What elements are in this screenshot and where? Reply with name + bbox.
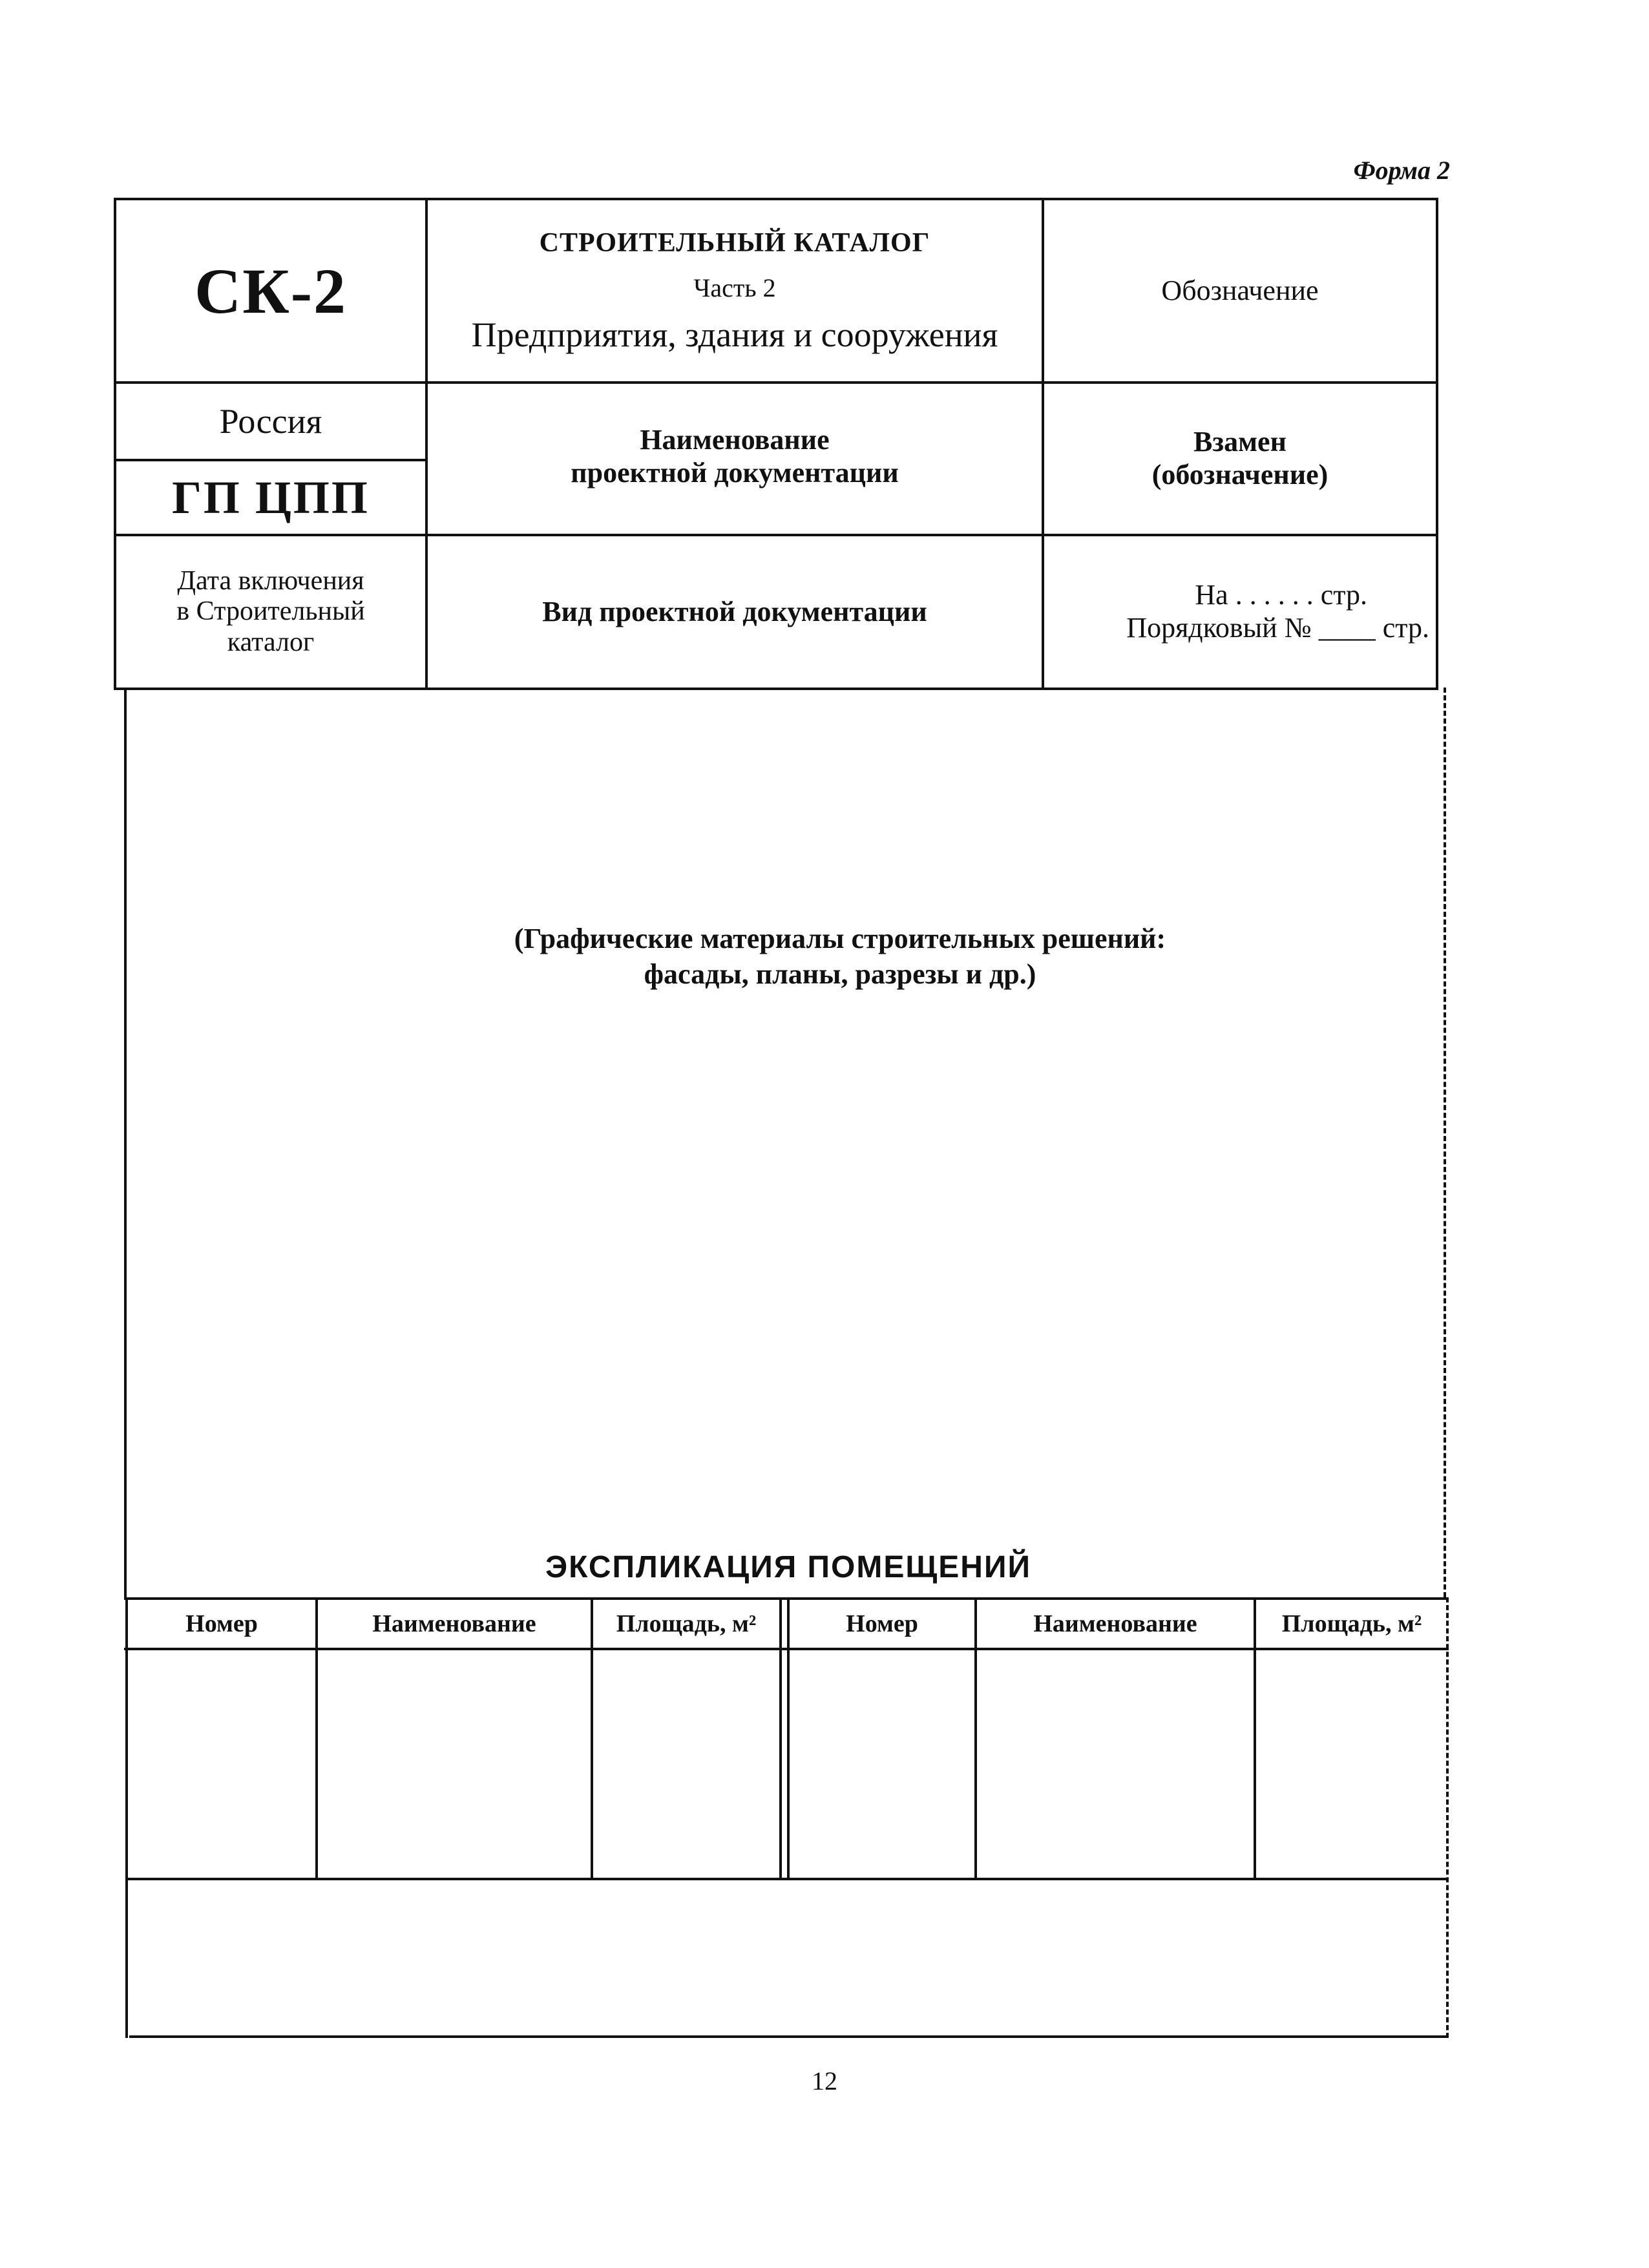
serial-number: Порядковый № ____ стр. — [1126, 612, 1429, 644]
catalog-subtitle: Предприятия, здания и сооружения — [471, 315, 998, 354]
form-label: Форма 2 — [1353, 156, 1450, 185]
explication-title: ЭКСПЛИКАЦИЯ ПОМЕЩЕНИЙ — [545, 1549, 1031, 1584]
date-line2: в Строительный — [176, 596, 365, 627]
page-number: 12 — [812, 2066, 837, 2095]
column-header: Площадь, м² — [616, 1610, 757, 1637]
header-number-1 — [128, 1600, 315, 1648]
catalog-code-cell — [116, 200, 425, 381]
catalog-part: Часть 2 — [693, 273, 776, 302]
country-cell — [116, 384, 425, 459]
catalog-code: СК-2 — [194, 255, 348, 327]
replace-cell — [1044, 384, 1436, 534]
designation-label: Обозначение — [1161, 274, 1319, 306]
column-header: Площадь, м² — [1281, 1610, 1422, 1637]
catalog-title-cell — [428, 200, 1042, 381]
header-area-1 — [593, 1600, 779, 1648]
header-area-2 — [1256, 1600, 1447, 1648]
pages-count: На . . . . . . стр. — [1195, 579, 1367, 611]
doc-name-line1: Наименование — [640, 424, 830, 456]
doc-name-line2: проектной документации — [571, 456, 899, 488]
replace-line2: (обозначение) — [1151, 459, 1329, 490]
header-number-2 — [790, 1600, 974, 1648]
organization-label: ГП ЦПП — [172, 471, 370, 523]
catalog-title: СТРОИТЕЛЬНЫЙ КАТАЛОГ — [539, 227, 930, 258]
column-header: Наименование — [372, 1610, 536, 1637]
doc-type-label: Вид проектной документации — [542, 595, 927, 627]
page-number-cell — [728, 2061, 921, 2100]
graphic-placeholder — [388, 911, 1292, 1002]
date-line3: каталог — [227, 627, 315, 657]
date-line1: Дата включения — [177, 566, 364, 596]
header-name-2 — [977, 1600, 1254, 1648]
pages-cell — [1044, 536, 1436, 688]
doc-type-cell — [428, 536, 1042, 688]
column-header: Наименование — [1033, 1610, 1197, 1637]
graphic-placeholder-line2: фасады, планы, разрезы и др.) — [644, 958, 1036, 990]
replace-line1: Взамен — [1193, 426, 1287, 458]
graphic-placeholder-line1: (Графические материалы строительных решений: — [514, 923, 1166, 954]
column-header: Номер — [185, 1610, 258, 1637]
column-header: Номер — [846, 1610, 918, 1637]
date-cell — [116, 536, 425, 688]
explication-title-cell — [452, 1544, 1124, 1590]
designation-cell — [1044, 200, 1436, 381]
header-name-1 — [318, 1600, 591, 1648]
doc-name-cell — [428, 384, 1042, 534]
country-label: Россия — [219, 402, 322, 441]
organization-cell — [116, 461, 425, 534]
